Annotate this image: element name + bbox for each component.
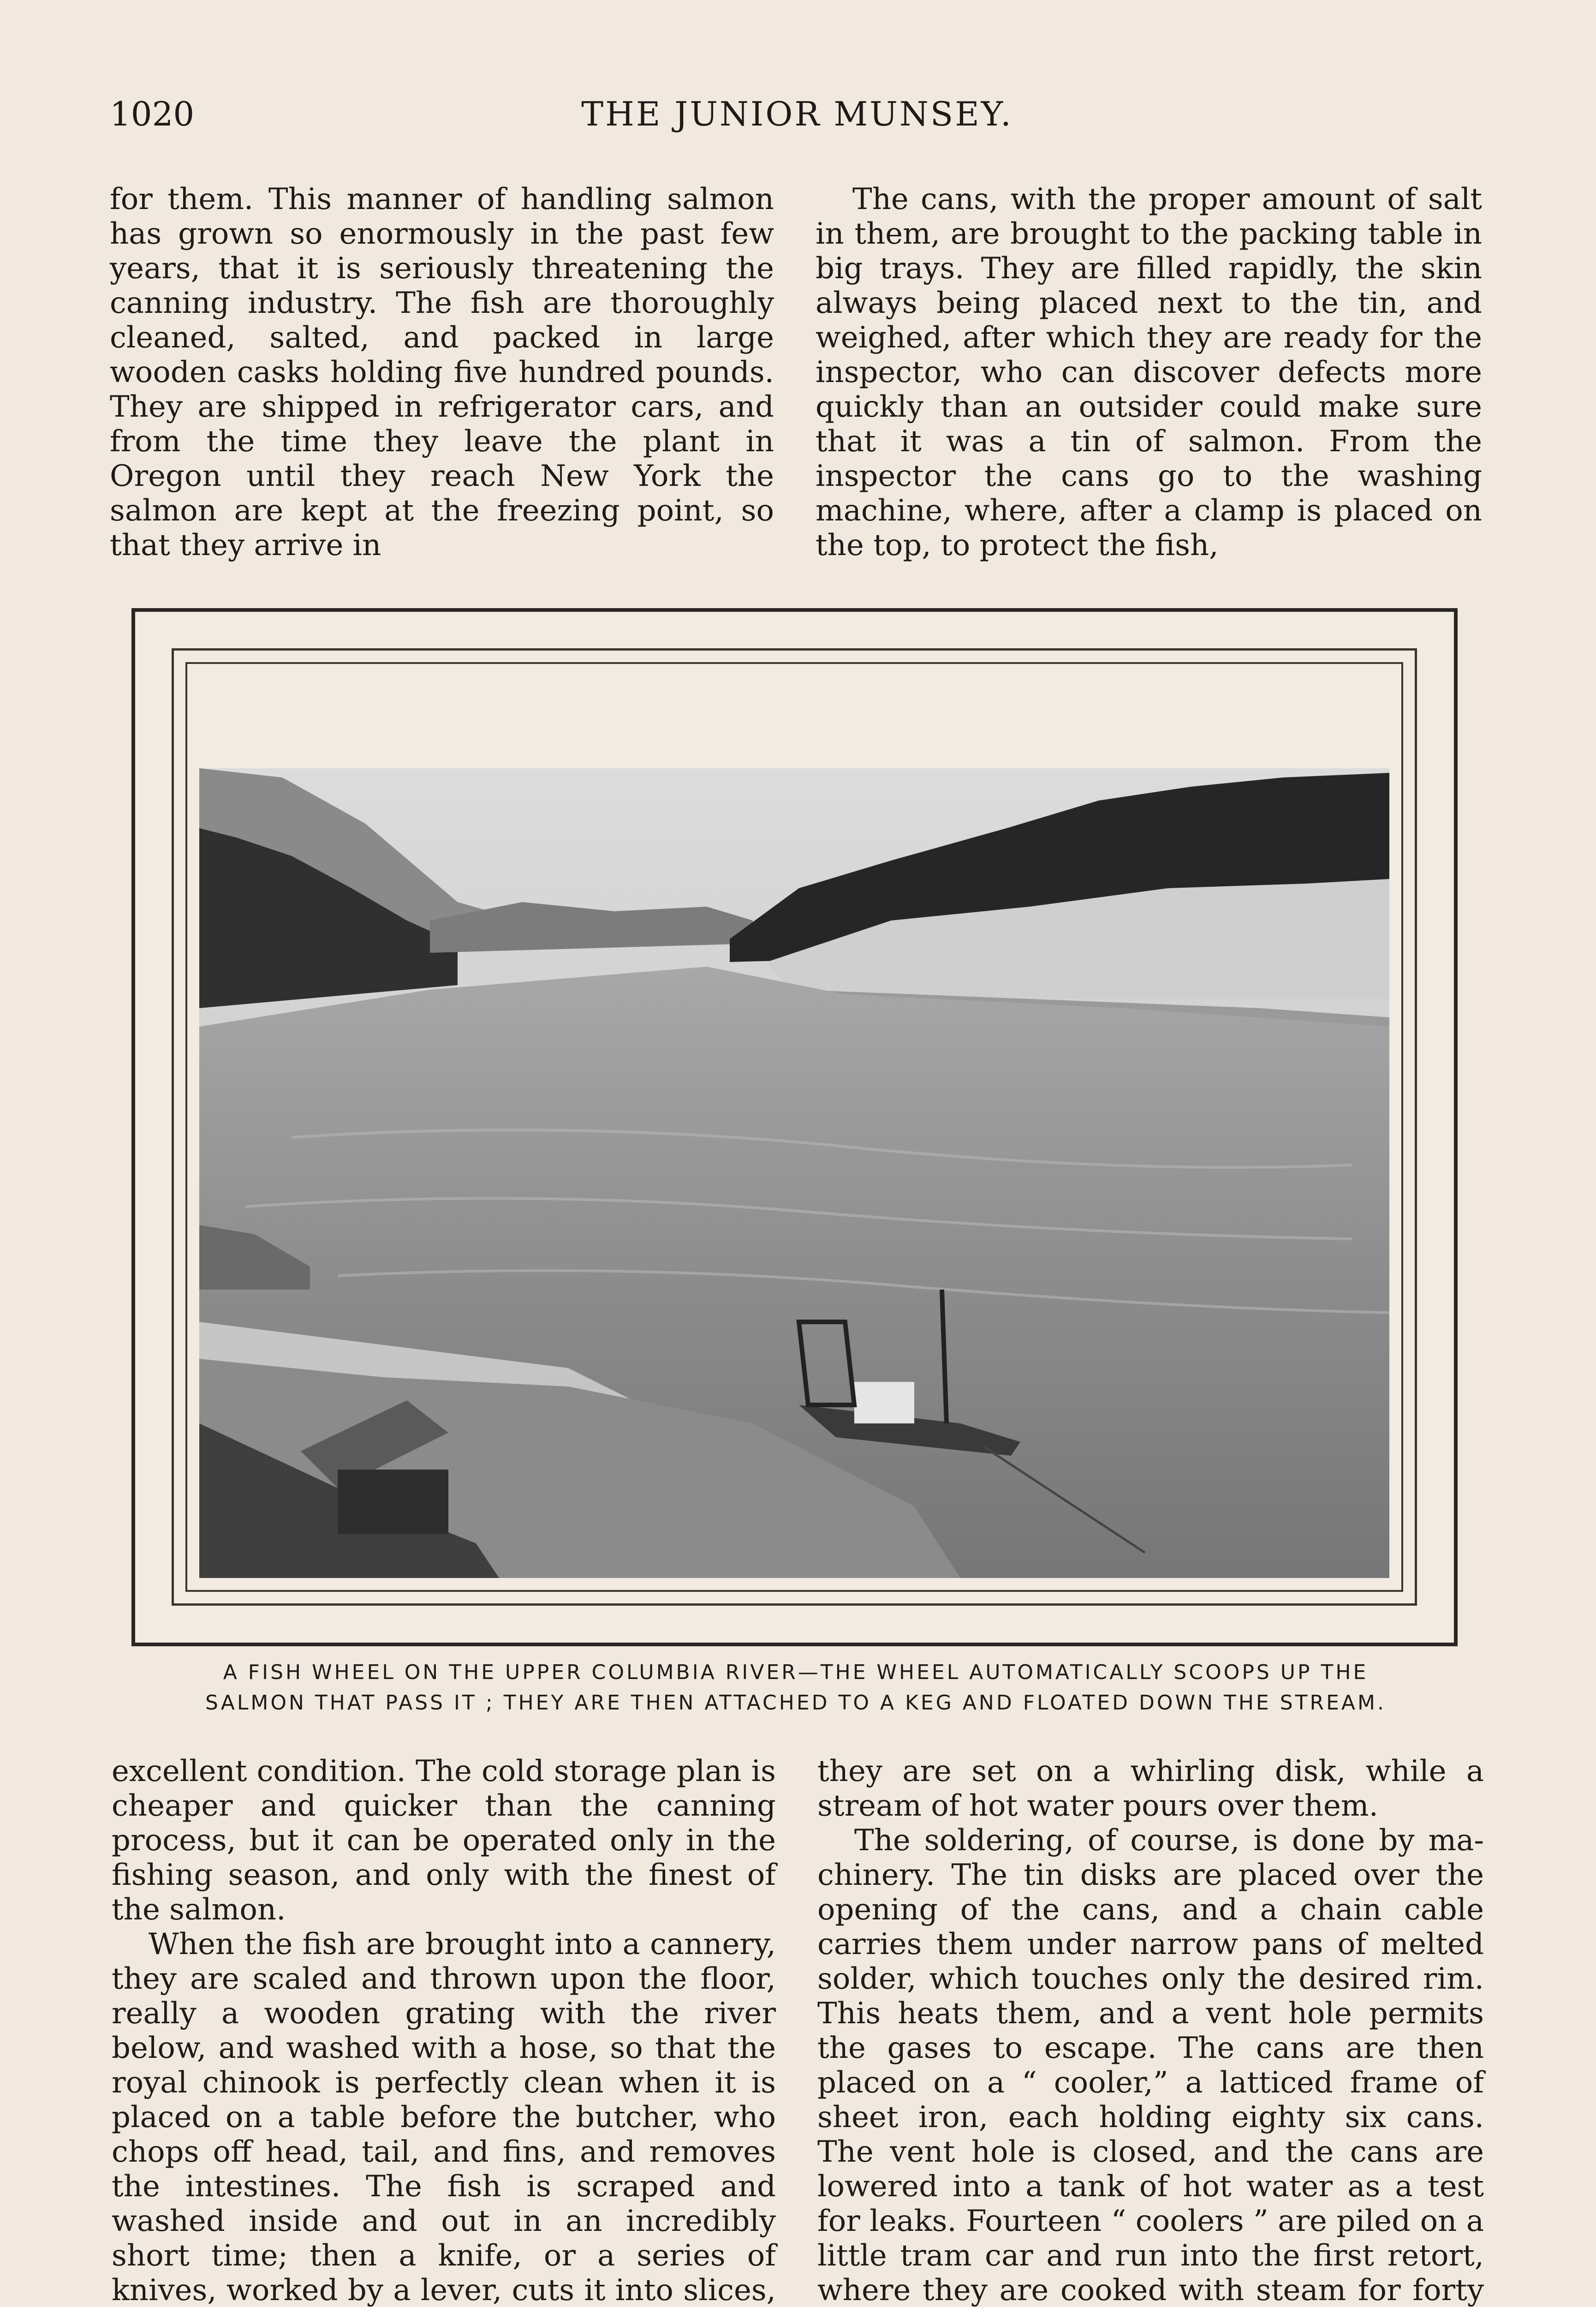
paragraph: they are set on a whirling disk, while a stream of hot water pours over them. (817, 1754, 1484, 1823)
figure-caption (134, 1657, 1458, 1718)
page-number: 1020 (110, 95, 195, 133)
caption-line-2: SALMON THAT PASS IT ; THEY ARE THEN ATTACHED TO A KEG AND FLOATED DOWN THE STREAM. (205, 1691, 1386, 1715)
paragraph: The cans, with the proper amount of salt in them, are brought to the packing table in big trays. They are filled rapidly, the skin always being placed next to the tin, and weighed, after which they are ready for the inspector, who can discover defects more quickly than an outsider could make sure that it was a tin of salmon. From the inspector the cans go to the washing machine, where, after a clamp is placed on the top, to protect the fish, (816, 182, 1482, 562)
caption-line-1: A FISH WHEEL ON THE UPPER COLUMBIA RIVER—THE WHEEL AUTOMATICALLY SCOOPS UP THE (223, 1661, 1369, 1684)
running-head: THE JUNIOR MUNSEY. (581, 95, 1013, 133)
column-left-bottom (112, 1754, 776, 2307)
fish-wheel-house (854, 1382, 914, 1423)
paragraph: excellent condition. The cold storage plan is cheaper and quicker than the canning process, but it can be operated only in the fishing season, and only with the finest of the salmon. (112, 1754, 776, 1927)
paragraph: The soldering, of course, is done by machinery. The tin disks are placed over the opening of the cans, and a chain cable carries them under narrow pans of melted solder, which touches only the desired rim. This heats them, and a vent hole permits the gases to escape. The cans are then placed on a “ cooler,” a latticed frame of sheet iron, each holding eighty six cans. The vent hole is closed, and the cans are lowered into a tank of hot water as a test for leaks. Fourteen “ coolers ” are piled on a little tram car and run into the first retort, where they are cooked with steam for forty (817, 1823, 1484, 2307)
paragraph: for them. This manner of handling salmon has grown so enormously in the past few years, that it is seriously threatening the canning industry. The fish are thoroughly cleaned, salted, and packed in large wooden casks holding five hundred pounds. They are shipped in refrigerator cars, and from the time they leave the plant in Oregon until they reach New York the salmon are kept at the freezing point, so that they arrive in (110, 182, 774, 562)
paragraph: When the fish are brought into a cannery, they are scaled and thrown upon the floor, really a wooden grating with the river below, and washed with a hose, so that the royal chinook is perfectly clean when it is placed on a table before the butcher, who chops off head, tail, and fins, and removes the intestines. The fish is scraped and washed inside and out in an incredibly short time; then a knife, or a series of knives, worked by a lever, cuts it into slices, (112, 1927, 776, 2307)
column-left-top (110, 182, 774, 563)
column-right-top (816, 182, 1482, 563)
page-header (110, 95, 1484, 145)
column-right-bottom (817, 1754, 1484, 2307)
photo-fish-wheel-columbia-river (199, 768, 1389, 1578)
shack-wall (338, 1470, 448, 1534)
